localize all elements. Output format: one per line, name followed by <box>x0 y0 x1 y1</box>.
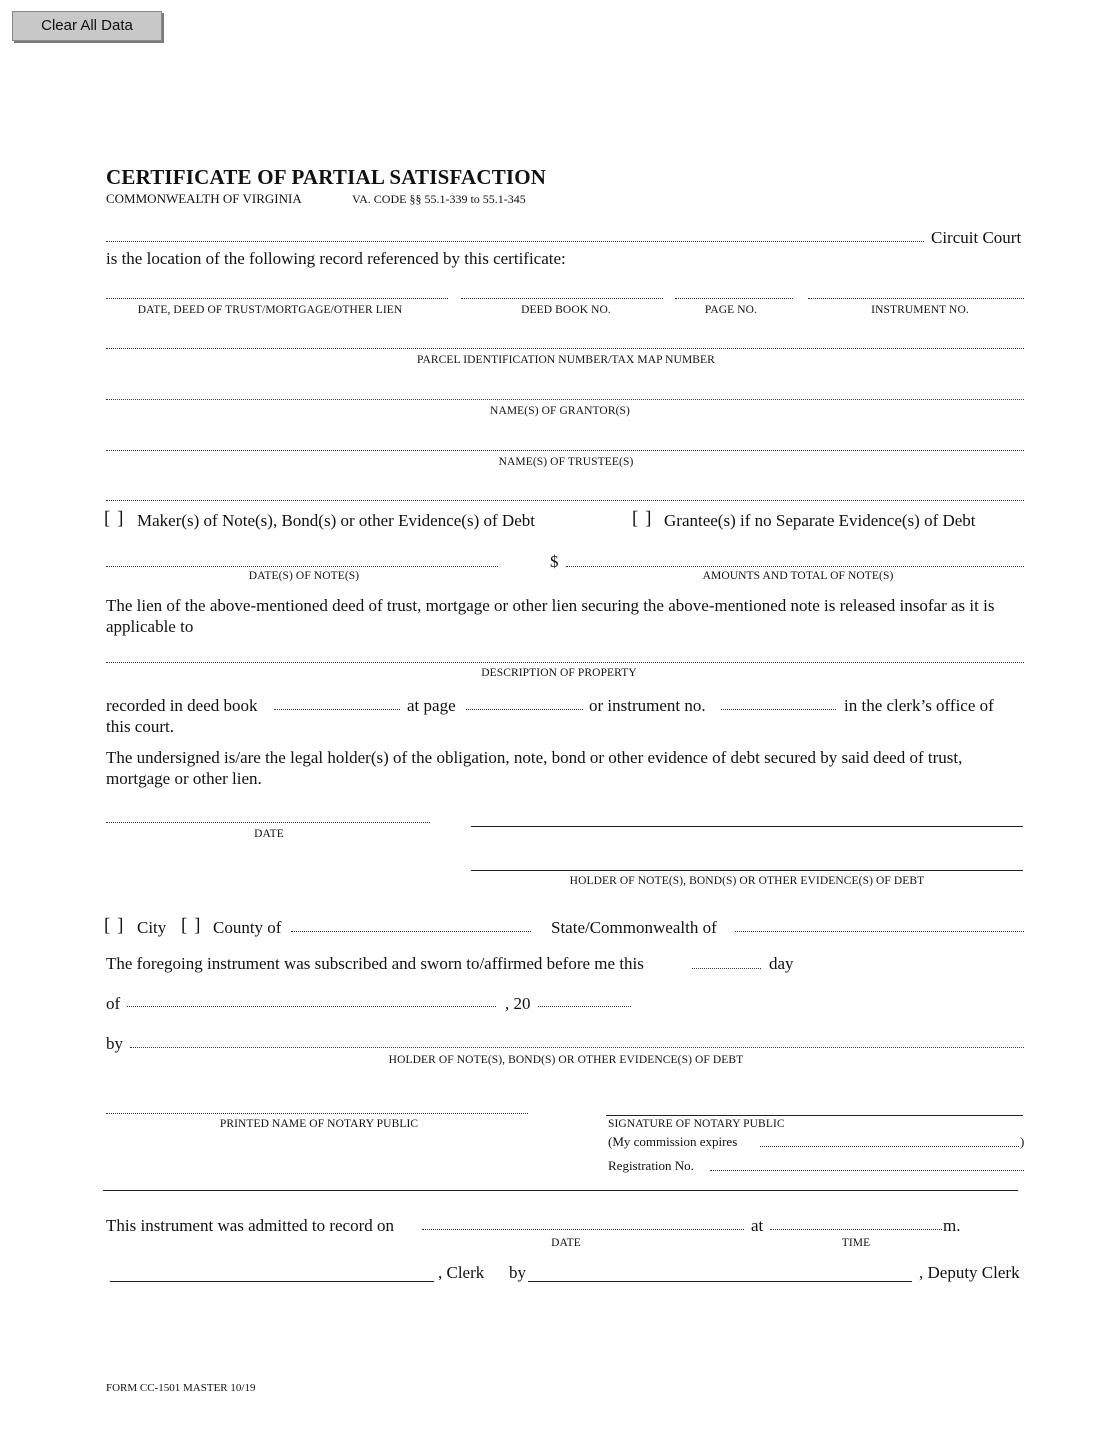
commission-close: ) <box>1020 1134 1025 1149</box>
recorded-page-field[interactable] <box>466 709 583 710</box>
location-text: is the location of the following record referenced by this certificate: <box>106 249 566 268</box>
clerk-by-label: by <box>509 1263 526 1282</box>
page-no-field[interactable] <box>675 298 793 299</box>
commission-expires-field[interactable] <box>760 1146 1019 1147</box>
by-label: by <box>106 1034 123 1053</box>
or-instrument-label: or instrument no. <box>589 696 706 715</box>
note-dates-caption: DATE(S) OF NOTE(S) <box>248 570 360 582</box>
instrument-no-caption: INSTRUMENT NO. <box>871 304 969 316</box>
section-divider <box>103 1190 1018 1191</box>
admission-at-label: at <box>751 1216 764 1235</box>
city-label: City <box>137 918 167 937</box>
grantor-caption: NAME(S) OF GRANTOR(S) <box>490 405 630 417</box>
clerk-label: , Clerk <box>438 1263 485 1282</box>
property-description-field[interactable] <box>106 662 1024 663</box>
affirm-text: The foregoing instrument was subscribed and sworn to/affirmed before me this <box>106 954 644 973</box>
affirm-day-field[interactable] <box>692 968 761 969</box>
circuit-court-suffix: Circuit Court <box>931 228 1022 247</box>
trustee-field[interactable] <box>106 450 1024 451</box>
instrument-no-field[interactable] <box>808 298 1024 299</box>
parcel-field[interactable] <box>106 348 1024 349</box>
lien-paragraph: The lien of the above-mentioned deed of trust, mortgage or other lien securing the above-mentioned note is released insofar as it is applicable to <box>106 596 995 636</box>
year-prefix: , 20 <box>505 994 531 1013</box>
holder-date-field[interactable] <box>106 822 430 823</box>
note-amounts-caption: AMOUNTS AND TOTAL OF NOTE(S) <box>702 570 894 582</box>
of-label: of <box>106 994 121 1013</box>
commission-label: (My commission expires <box>608 1134 738 1149</box>
this-court-label: this court. <box>106 717 174 736</box>
recorded-instrument-field[interactable] <box>721 709 836 710</box>
deputy-clerk-label: , Deputy Clerk <box>919 1263 1020 1282</box>
holder-date-caption: DATE <box>254 828 284 840</box>
deed-book-caption: DEED BOOK NO. <box>521 304 611 316</box>
admission-text: This instrument was admitted to record on <box>106 1216 394 1235</box>
notary-signature-line[interactable] <box>606 1115 1023 1116</box>
admission-m-label: m. <box>943 1216 961 1235</box>
debt-holder-field[interactable] <box>106 500 1024 501</box>
clerks-office-label: in the clerk’s office of <box>844 696 994 715</box>
circuit-court-field[interactable] <box>106 241 924 242</box>
deed-date-field[interactable] <box>106 298 448 299</box>
note-amounts-field[interactable] <box>566 566 1024 567</box>
notary-printed-name-caption: PRINTED NAME OF NOTARY PUBLIC <box>219 1118 419 1130</box>
holder-signature-line-2[interactable] <box>471 870 1023 871</box>
county-label: County of <box>213 918 282 937</box>
registration-no-field[interactable] <box>710 1170 1024 1171</box>
county-checkbox[interactable]: [ ] <box>181 915 202 936</box>
affirm-by-field[interactable] <box>130 1047 1024 1048</box>
trustee-caption: NAME(S) OF TRUSTEE(S) <box>498 456 634 468</box>
affirm-by-caption: HOLDER OF NOTE(S), BOND(S) OR OTHER EVIDENCE(S) OF DEBT <box>388 1054 744 1066</box>
notary-printed-name-field[interactable] <box>106 1113 528 1114</box>
deed-book-field[interactable] <box>461 298 663 299</box>
at-page-label: at page <box>407 696 456 715</box>
va-code-label: VA. CODE §§ 55.1-339 to 55.1-345 <box>352 192 526 206</box>
deputy-clerk-signature-line[interactable] <box>528 1281 912 1282</box>
state-label: State/Commonwealth of <box>551 918 717 937</box>
state-name-field[interactable] <box>735 931 1024 932</box>
recorded-deed-book-field[interactable] <box>274 709 400 710</box>
maker-label: Maker(s) of Note(s), Bond(s) or other Evidence(s) of Debt <box>137 511 535 530</box>
recorded-prefix: recorded in deed book <box>106 696 258 715</box>
property-description-caption: DESCRIPTION OF PROPERTY <box>481 667 637 679</box>
holder-signature-line-1[interactable] <box>471 826 1023 827</box>
maker-checkbox[interactable]: [ ] <box>104 508 125 529</box>
day-label: day <box>769 954 794 973</box>
admission-date-field[interactable] <box>422 1229 744 1230</box>
grantor-field[interactable] <box>106 399 1024 400</box>
admission-time-field[interactable] <box>770 1229 942 1230</box>
dollar-sign: $ <box>550 552 559 571</box>
grantee-label: Grantee(s) if no Separate Evidence(s) of Debt <box>664 511 976 530</box>
parcel-caption: PARCEL IDENTIFICATION NUMBER/TAX MAP NUMBER <box>417 354 715 366</box>
note-dates-field[interactable] <box>106 566 498 567</box>
holder-paragraph: The undersigned is/are the legal holder(s) of the obligation, note, bond or other evidence of debt secured by said deed of trust, mortgage or other lien. <box>106 748 963 788</box>
grantee-checkbox[interactable]: [ ] <box>632 508 653 529</box>
city-checkbox[interactable]: [ ] <box>104 915 125 936</box>
page-title: CERTIFICATE OF PARTIAL SATISFACTION <box>106 165 547 189</box>
county-name-field[interactable] <box>291 931 531 932</box>
commonwealth-label: COMMONWEALTH OF VIRGINIA <box>106 191 302 206</box>
affirm-year-field[interactable] <box>538 1006 631 1007</box>
admission-date-caption: DATE <box>551 1237 581 1249</box>
clear-all-data-button[interactable]: Clear All Data <box>12 11 162 41</box>
deed-date-caption: DATE, DEED OF TRUST/MORTGAGE/OTHER LIEN <box>137 304 403 316</box>
form-id: FORM CC-1501 MASTER 10/19 <box>106 1382 256 1394</box>
affirm-month-field[interactable] <box>127 1006 496 1007</box>
registration-label: Registration No. <box>608 1158 694 1173</box>
page-no-caption: PAGE NO. <box>704 304 758 316</box>
admission-time-caption: TIME <box>841 1237 871 1249</box>
holder-signature-caption: HOLDER OF NOTE(S), BOND(S) OR OTHER EVIDENCE(S) OF DEBT <box>569 875 925 887</box>
clerk-signature-line[interactable] <box>110 1281 434 1282</box>
notary-signature-caption: SIGNATURE OF NOTARY PUBLIC <box>608 1118 785 1130</box>
